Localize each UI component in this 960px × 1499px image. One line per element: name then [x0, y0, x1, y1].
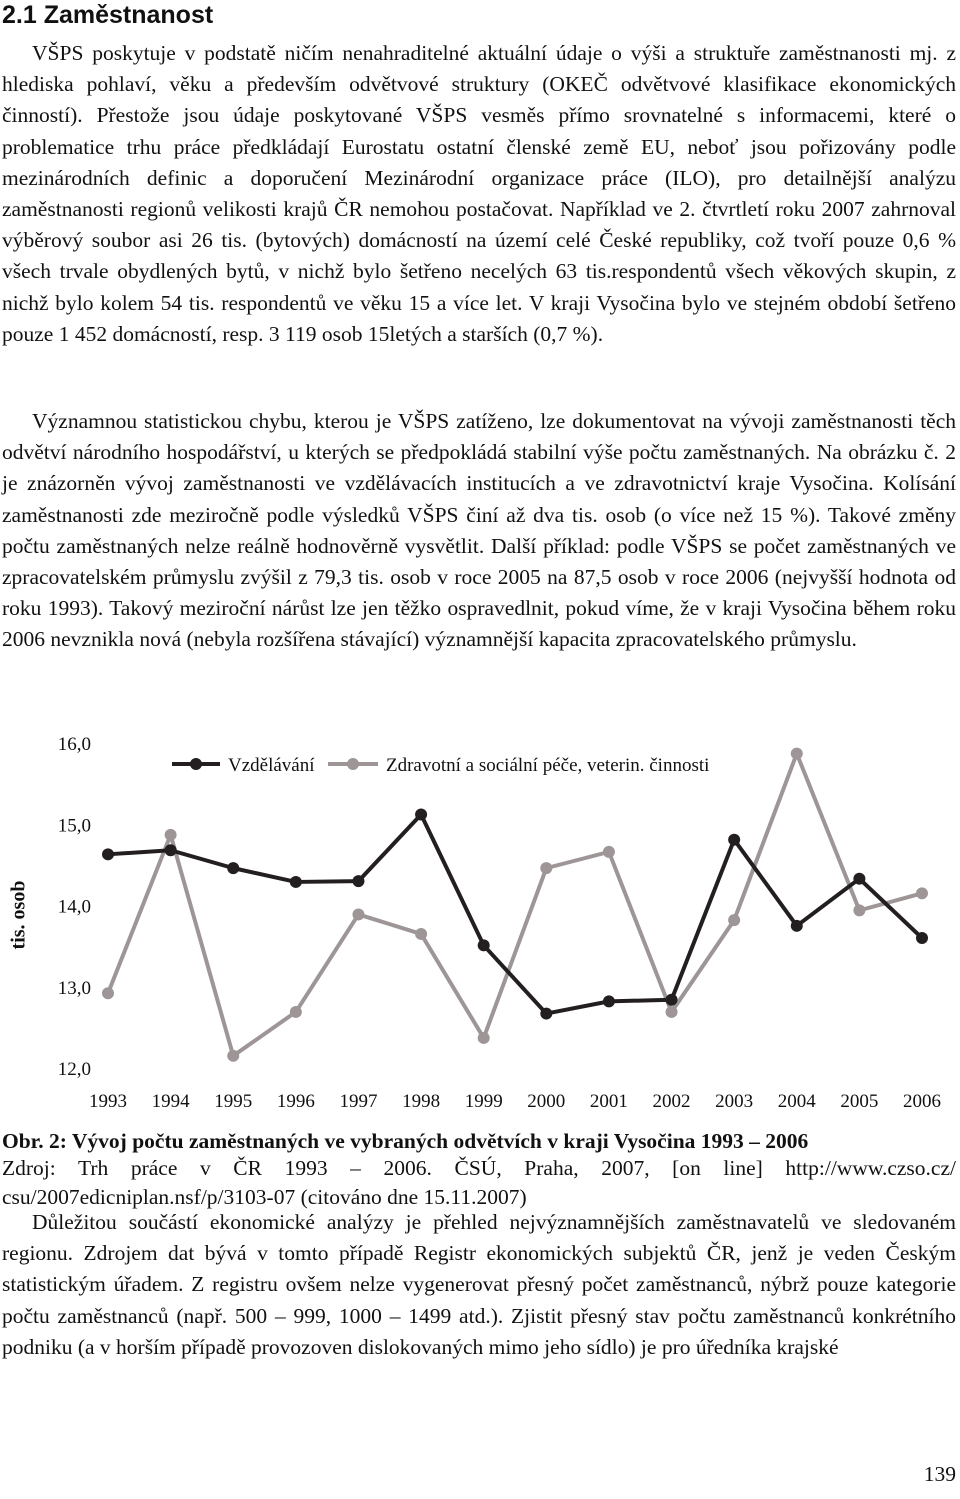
- data-point: [540, 862, 552, 874]
- data-point: [666, 1006, 678, 1018]
- data-point: [478, 1032, 490, 1044]
- data-point: [603, 995, 615, 1007]
- data-point: [352, 875, 364, 887]
- data-point: [290, 1006, 302, 1018]
- legend-marker-1: [347, 758, 359, 770]
- data-point: [728, 834, 740, 846]
- section-heading: 2.1 Zaměstnanost: [2, 1, 214, 29]
- y-tick-label: 13,0: [57, 977, 91, 999]
- data-point: [853, 904, 865, 916]
- figure-caption-title: Obr. 2: Vývoj počtu zaměstnaných ve vybraných odvětvích v kraji Vysočina 1993 – 2006: [2, 1129, 809, 1153]
- data-point: [227, 862, 239, 874]
- data-point: [415, 928, 427, 940]
- x-tick-label: 1995: [214, 1091, 253, 1112]
- data-point: [415, 809, 427, 821]
- x-tick-label: 2004: [777, 1091, 816, 1112]
- data-point: [853, 873, 865, 885]
- paragraph-2: Významnou statistickou chybu, kterou je VŠPS zatíženo, lze dokumentovat na vývoji zaměstnanosti těch odvětví národního hospodářství, u kterých se předpokládá stabilní výše počtu zaměstnaných. Na obrázku č. 2 je znázorněn vývoj zaměstnanosti ve vzdělávacích institucích a ve zdravotnictví kraje Vysočina. Kolísání zaměstnanosti zde meziročně podle výsledků VŠPS činí až dva tis. osob (o více než 15 %). Takové změny počtu zaměstnaných nelze reálně hodnověrně vysvětlit. Další příklad: podle VŠPS se počet zaměstnaných ve zpracovatelském průmyslu zvýšil z 79,3 tis. osob v roce 2005 na 87,5 osob v roce 2006 (nejvyšší hodnota od roku 1993). Takový meziroční nárůst lze jen těžko ospravedlnit, pokud víme, že v kraji Vysočina během roku 2006 nevznikla nová (nebyla rozšířena stávající) významnější kapacita zpracovatelského průmyslu.: [2, 409, 956, 652]
- x-tick-label: 2001: [589, 1091, 628, 1112]
- x-tick-label: 1997: [339, 1091, 378, 1112]
- y-tick-label: 16,0: [57, 734, 91, 755]
- x-tick-label: 2005: [840, 1091, 879, 1112]
- x-tick-label: 1999: [464, 1091, 503, 1112]
- x-tick-label: 2003: [715, 1091, 754, 1112]
- data-point: [916, 887, 928, 899]
- legend-label-0: Vzdělávání: [228, 755, 315, 776]
- figure-source-line1: Zdroj: Trh práce v ČR 1993 – 2006. ČSÚ, Praha, 2007, [on line] http://www.czso.cz/: [2, 1156, 956, 1180]
- y-tick-label: 14,0: [57, 896, 91, 918]
- x-tick-label: 1998: [402, 1091, 441, 1112]
- series-line-0: [108, 815, 922, 1014]
- data-point: [916, 932, 928, 944]
- data-point: [791, 920, 803, 932]
- x-tick-label: 2002: [652, 1091, 691, 1112]
- figure-source-line2: csu/2007edicniplan.nsf/p/3103-07 (citováno dne 15.11.2007): [2, 1185, 527, 1209]
- line-chart: [0, 725, 960, 1120]
- series-line-1: [108, 754, 922, 1056]
- paragraph-1: VŠPS poskytuje v podstatě ničím nenahraditelné aktuální údaje o výši a struktuře zaměstnanosti mj. z hlediska pohlaví, věku a především odvětvové struktury (OKEČ odvětvové klasifikace ekonomických činností). Přestože jsou údaje poskytované VŠPS vesměs přímo srovnatelné s informacemi, které o problematice trhu práce předkládají Eurostatu ostatní členské země EU, neboť jsou pořizovány podle mezinárodních definic a doporučení Mezinárodní organizace práce (ILO), pro detailnější analýzu zaměstnanosti regionů velikosti krajů ČR nemohou postačovat. Například ve 2. čtvrtletí roku 2007 zahrnoval výběrový soubor asi 26 tis. (bytových) domácností na území celé České republiky, což tvoří pouze 0,6 % všech trvale obydlených bytů, v nichž bylo šetřeno necelých 63 tis.respondentů všech věkových skupin, z nichž bylo kolem 54 tis. respondentů ve věku 15 a více let. V kraji Vysočina bylo ve stejném období šetřeno pouze 1 452 domácností, resp. 3 119 osob 15letých a starších (0,7 %).: [2, 41, 956, 346]
- x-tick-label: 1994: [151, 1091, 190, 1112]
- data-point: [603, 846, 615, 858]
- legend-marker-0: [190, 758, 202, 770]
- y-tick-label: 15,0: [57, 815, 91, 837]
- x-tick-label: 2006: [903, 1091, 941, 1112]
- data-point: [227, 1050, 239, 1062]
- data-point: [165, 844, 177, 856]
- data-point: [666, 994, 678, 1006]
- data-point: [478, 939, 490, 951]
- x-tick-label: 2000: [527, 1091, 566, 1112]
- legend-label-1: Zdravotní a sociální péče, veterin. činnosti: [386, 755, 710, 776]
- data-point: [102, 848, 114, 860]
- figure-source: [2, 1154, 956, 1212]
- data-point: [791, 748, 803, 760]
- y-tick-label: 12,0: [57, 1059, 91, 1080]
- paragraph-3: Důležitou součástí ekonomické analýzy je přehled nejvýznamnějších zaměstnavatelů ve sledovaném regionu. Zdrojem dat bývá v tomto případě Registr ekonomických subjektů ČR, jenž je veden Českým statistickým úřadem. Z registru ovšem nelze vygenerovat přesný počet zaměstnanců, nýbrž pouze kategorie počtu zaměstnanců (např. 500 – 999, 1000 – 1499 atd.). Zjistit přesný stav počtu zaměstnanců konkrétního podniku (a v horším případě provozoven dislokovaných mimo jeho sídlo) je pro úředníka krajské: [2, 1210, 956, 1359]
- chart: [0, 725, 960, 1120]
- x-tick-label: 1993: [89, 1091, 127, 1112]
- data-point: [165, 829, 177, 841]
- data-point: [290, 876, 302, 888]
- page-number: 139: [923, 1462, 956, 1486]
- figure-caption: [2, 1127, 956, 1156]
- x-tick-label: 1996: [276, 1091, 315, 1112]
- data-point: [728, 914, 740, 926]
- data-point: [540, 1008, 552, 1020]
- data-point: [102, 987, 114, 999]
- data-point: [352, 908, 364, 920]
